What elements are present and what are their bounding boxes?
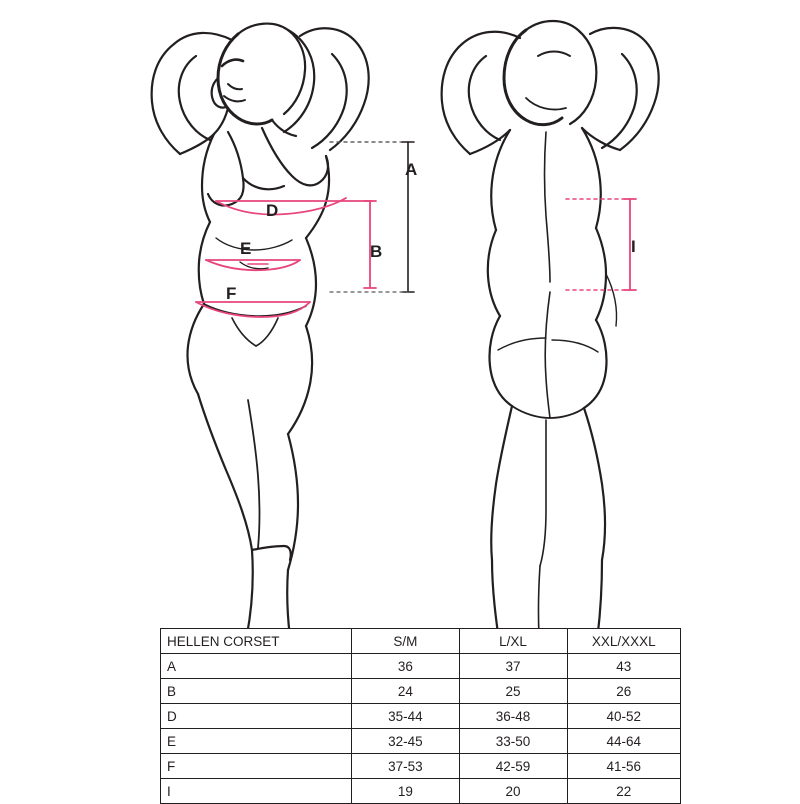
- row-value: 19: [352, 779, 459, 804]
- row-value: 35-44: [352, 704, 459, 729]
- row-value: 44-64: [567, 729, 680, 754]
- row-measure-label: I: [161, 779, 352, 804]
- row-value: 26: [567, 679, 680, 704]
- row-value: 22: [567, 779, 680, 804]
- size-column-header-1: L/XL: [459, 629, 567, 654]
- row-value: 42-59: [459, 754, 567, 779]
- size-chart-table: [160, 628, 681, 804]
- measure-label-E: E: [240, 239, 252, 258]
- row-measure-label: E: [161, 729, 352, 754]
- row-value: 20: [459, 779, 567, 804]
- table-row: [161, 654, 681, 679]
- row-value: 37: [459, 654, 567, 679]
- row-measure-label: F: [161, 754, 352, 779]
- row-measure-label: A: [161, 654, 352, 679]
- row-value: 25: [459, 679, 567, 704]
- row-value: 32-45: [352, 729, 459, 754]
- measure-label-B: B: [370, 242, 383, 261]
- product-label: HELLEN CORSET: [161, 629, 352, 654]
- row-value: 33-50: [459, 729, 567, 754]
- table-header-row: [161, 629, 681, 654]
- size-column-header-2: XXL/XXXL: [567, 629, 680, 654]
- row-value: 41-56: [567, 754, 680, 779]
- measure-label-A: A: [405, 160, 418, 179]
- row-value: 36-48: [459, 704, 567, 729]
- row-value: 43: [567, 654, 680, 679]
- table-row: [161, 729, 681, 754]
- row-value: 40-52: [567, 704, 680, 729]
- measure-label-F: F: [226, 284, 237, 303]
- row-value: 24: [352, 679, 459, 704]
- row-value: 36: [352, 654, 459, 679]
- size-column-header-0: S/M: [352, 629, 459, 654]
- table-row: [161, 679, 681, 704]
- row-measure-label: D: [161, 704, 352, 729]
- row-measure-label: B: [161, 679, 352, 704]
- measure-label-D: D: [266, 201, 279, 220]
- measure-label-I: I: [631, 237, 636, 256]
- table-row: [161, 754, 681, 779]
- table-row: [161, 704, 681, 729]
- row-value: 37-53: [352, 754, 459, 779]
